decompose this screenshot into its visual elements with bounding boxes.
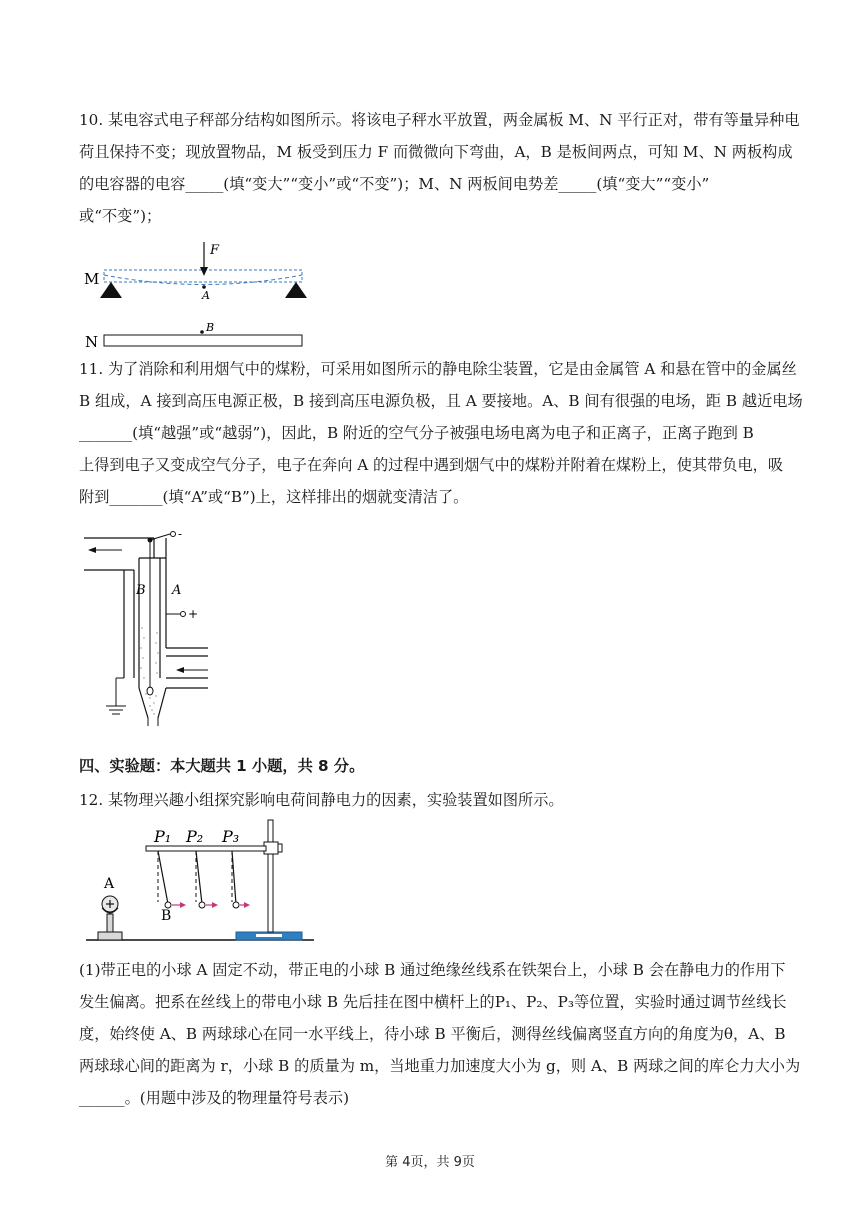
minus-terminal: [171, 532, 176, 537]
q12-line-5: ______。(用题中涉及的物理量符号表示): [79, 1089, 350, 1107]
question-11-text: [79, 353, 803, 513]
p2-label: P₂: [186, 827, 204, 846]
q10-line-4: 或“不变”)；: [79, 207, 162, 225]
wire-weight: [147, 687, 153, 695]
plus-terminal: [181, 612, 186, 617]
ball-b-3: [233, 902, 239, 908]
point-b-label: B: [206, 321, 215, 334]
q11-line-5: 附到_______(填“A”或“B”)上，这样排出的烟就变清洁了。: [79, 488, 469, 506]
precipitator-figure: [84, 528, 224, 728]
inflow-arrow: [176, 667, 184, 673]
coulomb-apparatus-figure: [86, 816, 316, 944]
plate-n: [104, 335, 302, 346]
question-12-intro: 12. 某物理兴趣小组探究影响电荷间静电力的因素，实验装置如图所示。: [79, 791, 564, 809]
plate-n-label: N: [85, 333, 99, 350]
ball-a-stand: [107, 914, 113, 932]
force-label: F: [210, 243, 220, 258]
point-a-label: A: [202, 289, 210, 302]
thread-1: [158, 851, 168, 904]
page-footer: 第 4页，共 9页: [385, 1155, 475, 1170]
q11-line-2: B 组成，A 接到高压电源正极，B 接到高压电源负极，且 A 要接地。A、B 间有很强的电场，距 B 越近电场: [79, 392, 803, 410]
cross-bar: [146, 846, 266, 851]
tube-a-label: A: [172, 583, 182, 598]
section-heading-experiment: 四、实验题：本大题共 1 小题，共 8 分。: [79, 757, 365, 775]
p1-label: P₁: [154, 827, 172, 846]
question-10-text: [79, 104, 800, 232]
support-right: [285, 282, 307, 298]
plus-label: +: [188, 607, 199, 621]
q12-line-4: 两球球心间的距离为 r，小球 B 的质量为 m，当地重力加速度大小为 g，则 A、B 两球之间的库仑力大小为: [79, 1057, 801, 1075]
bent-plate-curve: [104, 275, 302, 285]
q12-line-2: 发生偏离。把系在丝线上的带电小球 B 先后挂在图中横杆上的P₁、P₂、P₃等位置，实验时通过调节丝线长: [79, 993, 787, 1011]
q12-line-1: (1)带正电的小球 A 固定不动，带正电的小球 B 通过绝缘丝线系在铁架台上，小球 B 会在静电力的作用下: [79, 961, 786, 979]
thread-2: [196, 851, 202, 904]
q12-line-3: 度，始终使 A、B 两球球心在同一水平线上，待小球 B 平衡后，测得丝线偏离竖直方向的角度为θ，A、B: [79, 1025, 786, 1043]
p3-label: P₃: [222, 827, 240, 846]
capacitor-scale-figure: [84, 238, 314, 350]
q11-line-3: _______(填“越强”或“越弱”)，因此，B 附近的空气分子被强电场电离为电子和正离子，正离子跑到 B: [79, 424, 754, 442]
thread-3: [232, 851, 236, 904]
q10-line-3: 的电容器的电容_____(填“变大”“变小”或“不变”)；M、N 两板间电势差_____(填“变大”“变小”: [79, 175, 710, 193]
question-12-part-1: [79, 954, 801, 1114]
outflow-arrow: [88, 547, 96, 553]
minus-label: -: [178, 528, 183, 541]
q10-line-2: 荷且保持不变；现放置物品，M 板受到压力 F 而微微向下弯曲，A，B 是板间两点，可知 M、N 两板构成: [79, 143, 793, 161]
plate-m-label: M: [84, 270, 100, 288]
stand-rod: [268, 820, 273, 932]
ball-a-label: A: [104, 876, 115, 892]
point-b: [200, 330, 204, 334]
q10-line-1: 10. 某电容式电子秤部分结构如图所示。将该电子秤水平放置，两金属板 M、N 平行正对，带有等量异种电: [79, 111, 800, 129]
support-left: [100, 282, 122, 298]
ball-b-2: [199, 902, 205, 908]
wire-b-label: B: [136, 583, 146, 598]
q11-line-1: 11. 为了消除和利用烟气中的煤粉，可采用如图所示的静电除尘装置，它是由金属管 A 和悬在管中的金属丝: [79, 360, 797, 378]
ball-b-label: B: [161, 908, 172, 924]
q11-line-4: 上得到电子又变成空气分子，电子在奔向 A 的过程中遇到烟气中的煤粉并附着在煤粉上，使其带负电，吸: [79, 456, 784, 474]
